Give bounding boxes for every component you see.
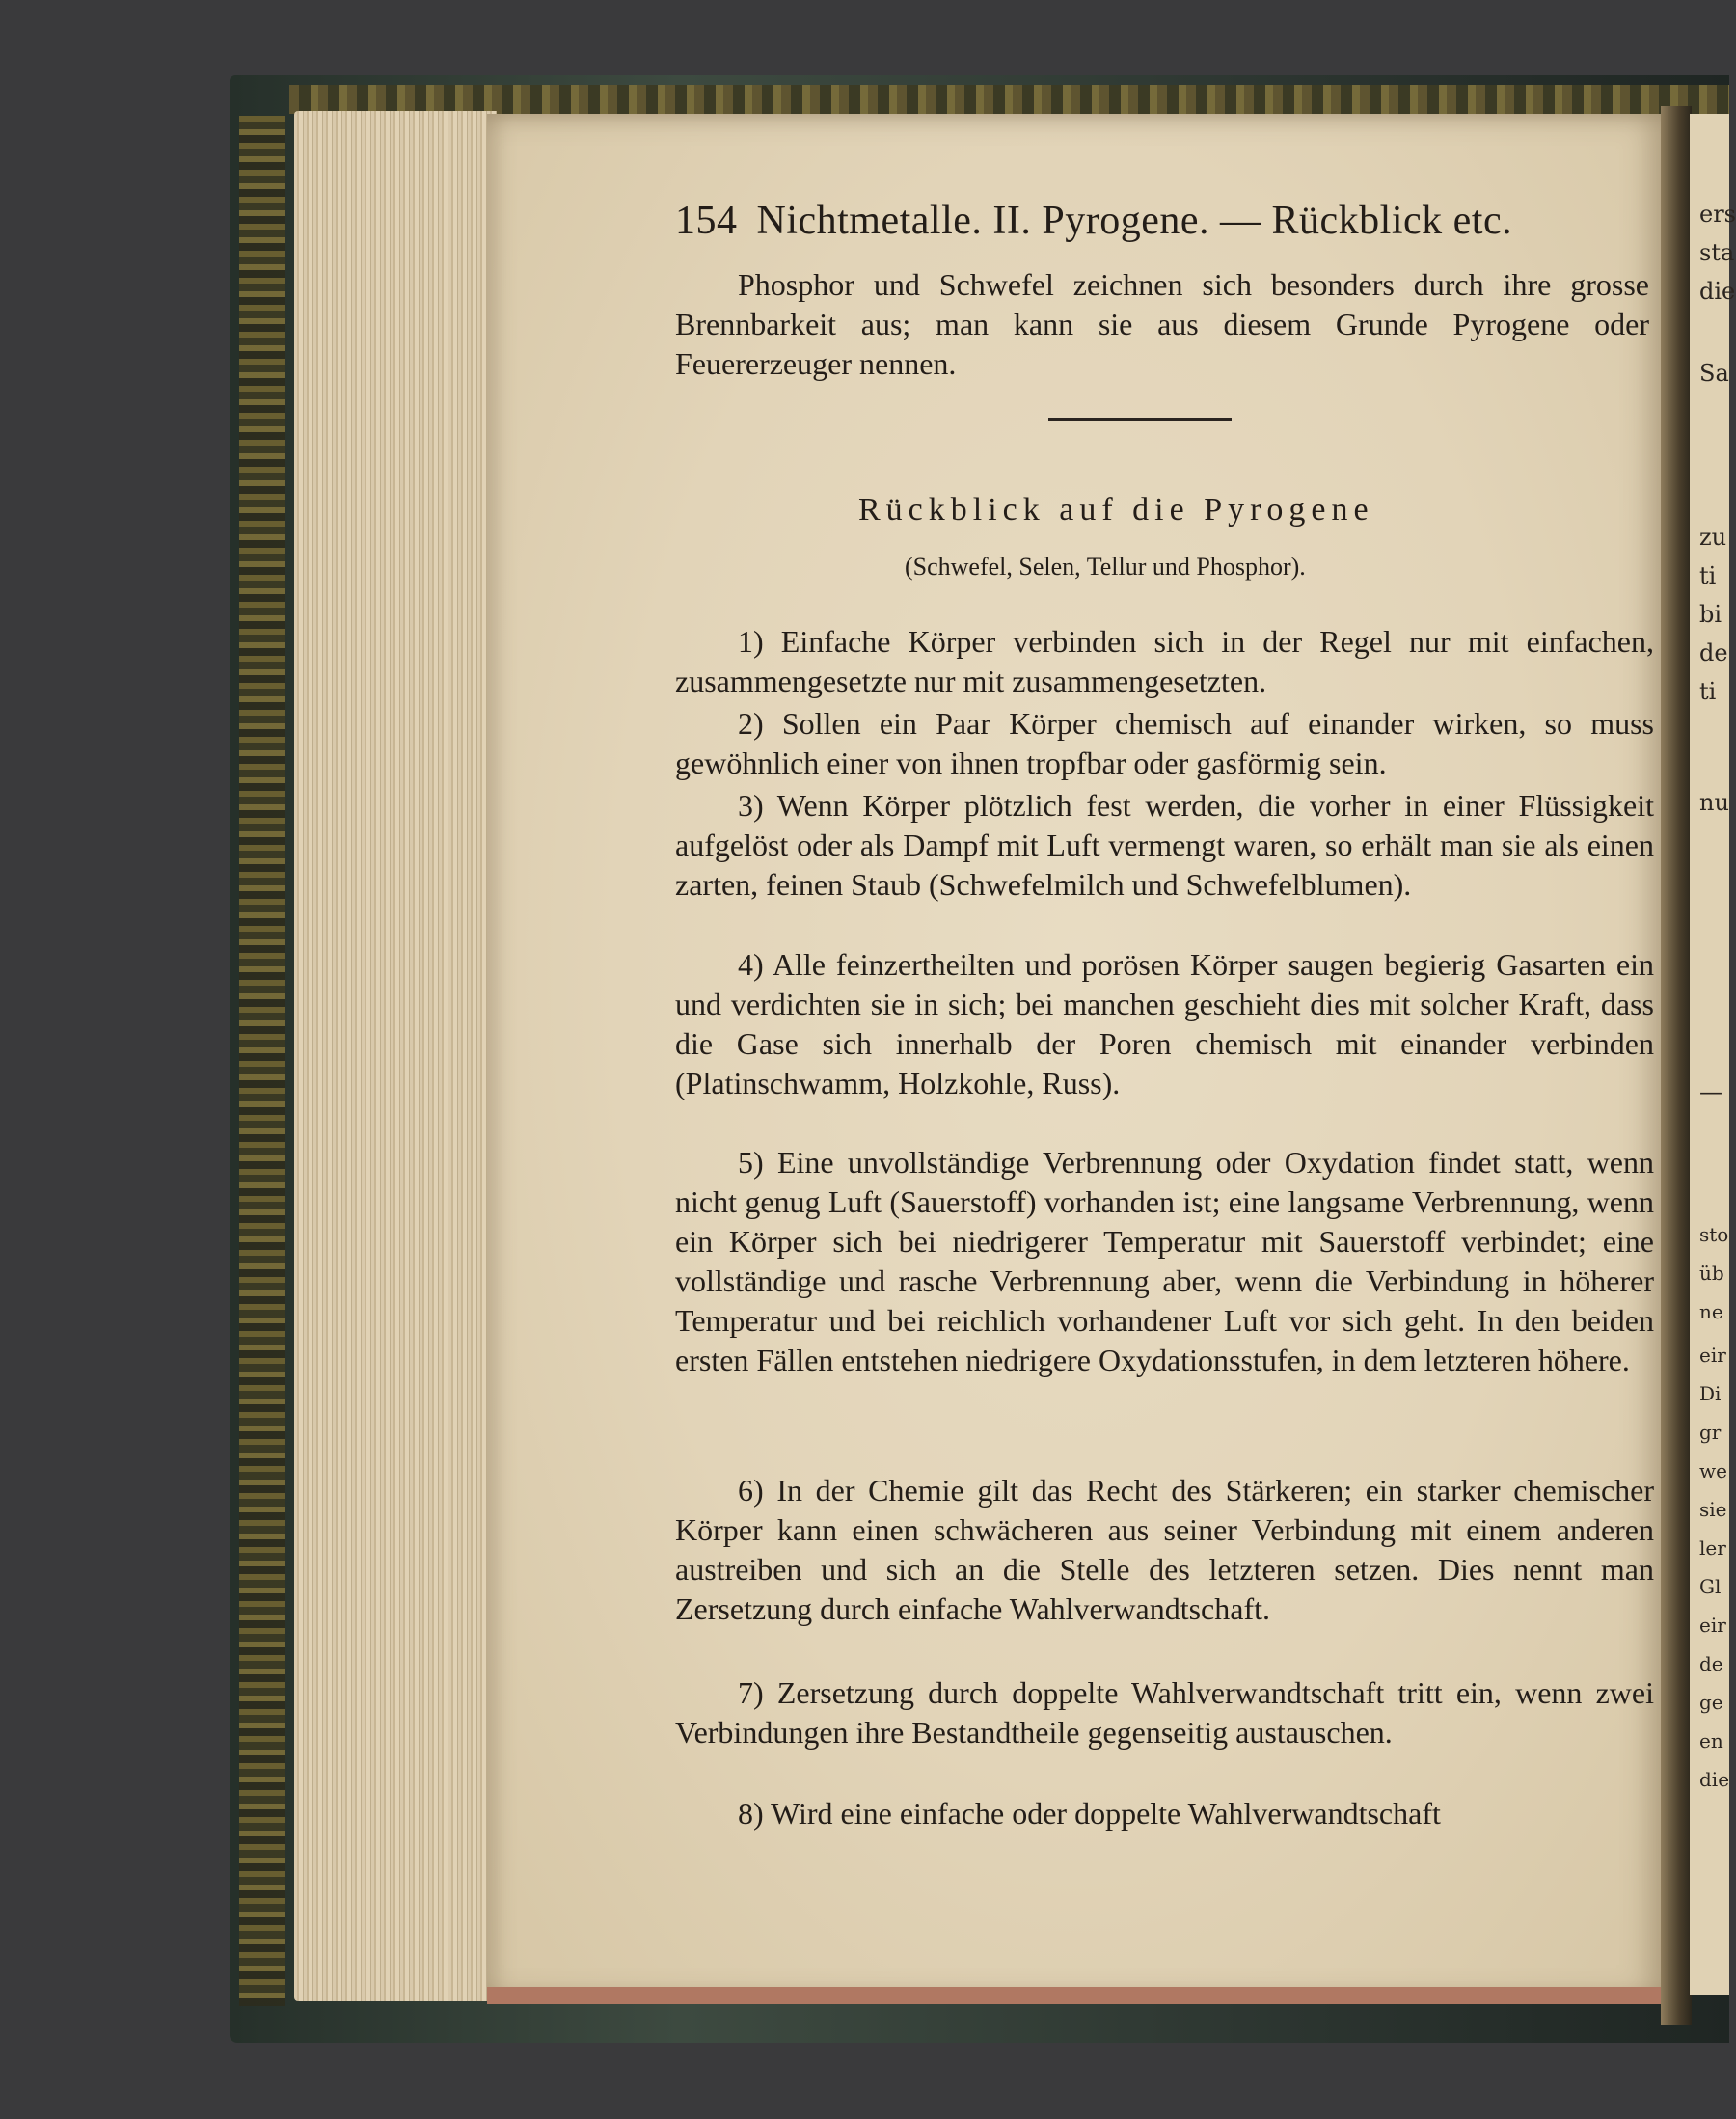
running-head-title: Nichtmetalle. II. Pyrogene. — Rückblick etc. [756,199,1513,243]
next-page-fragment: ler [1699,1536,1726,1560]
intro-paragraph: Phosphor und Schwefel zeichnen sich besonders durch ihre grosse Brennbarkeit aus; man kann sie aus diesem Grunde Pyrogene oder Feuererzeuger nennen. [675,267,1649,381]
section-divider [1048,418,1232,421]
next-page-fragment: ers [1699,201,1736,228]
next-page-fragment: Di [1699,1382,1722,1405]
next-page-fragment: de [1699,1652,1723,1675]
next-page-fragment: Gl [1699,1575,1722,1598]
next-page-fragment: ti [1699,678,1717,705]
section-subtitle: (Schwefel, Selen, Tellur und Phosphor). [905,553,1306,581]
next-page-fragment: we [1699,1459,1727,1482]
next-page-fragment: eir [1699,1344,1726,1367]
next-page-fragment: die [1699,278,1736,305]
page-stack-edges [294,111,497,2001]
next-page-fragment: bi [1699,601,1722,628]
next-page-fragment: gr [1699,1421,1722,1444]
next-page-fragment: eir [1699,1614,1726,1637]
next-page-fragment: sta [1699,239,1735,266]
next-page-fragment: ti [1699,562,1717,589]
list-item: 1) Einfache Körper verbinden sich in der Regel nur mit einfachen, zusammengesetzte nur mit zusammengesetzten. [675,624,1654,698]
spine-decoration [239,116,285,2006]
next-page-fragment: üb [1699,1262,1724,1285]
page-number: 154 [675,199,738,243]
book-gutter [1661,106,1692,2025]
list-item: 2) Sollen ein Paar Körper chemisch auf einander wirken, so muss gewöhnlich einer von ihnen tropfbar oder gasförmig sein. [675,706,1654,780]
next-page-fragment: — [1699,1078,1722,1105]
list-item: 8) Wird eine einfache oder doppelte Wahlverwandtschaft [738,1796,1441,1831]
list-item: 5) Eine unvollständige Verbrennung oder Oxydation findet statt, wenn nicht genug Luft (Sauerstoff) vorhanden ist; eine langsame Verbrennung, wenn ein Körper sich bei niedrigerer Temperatur mit Sauerstoff verbindet; eine vollständige und rasche Verbrennung aber, wenn die Verbindung in höherer Temperatur und bei reichlich vorhandener Luft vor sich geht. In den beiden ersten Fällen entstehen niedrigere Oxydationsstufen, in dem letzteren höhere. [675,1145,1654,1377]
next-page-partial [1690,114,1736,1995]
top-binding-band [289,85,1729,114]
next-page-fragment: sto [1699,1223,1729,1246]
next-page-fragment: Sa [1699,360,1729,387]
next-page-fragment: de [1699,639,1728,666]
page-bottom-edge [487,1987,1668,2004]
next-page-fragment: zu [1699,524,1727,551]
next-page-fragment: sie [1699,1498,1727,1521]
running-head [675,198,1582,244]
list-item: 6) In der Chemie gilt das Recht des Stärkeren; ein starker chemischer Körper kann einen schwächeren aus seiner Verbindung mit einem anderen austreiben und sich an die Stelle des letzteren setzen. Dies nennt man Zersetzung durch einfache Wahlverwandtschaft. [675,1473,1654,1626]
list-item: 4) Alle feinzertheilten und porösen Körper saugen begierig Gasarten ein und verdichten sie in sich; bei manchen geschieht dies mit solcher Kraft, dass die Gase sich innerhalb der Poren chemisch mit einander verbinden (Platinschwamm, Holzkohle, Russ). [675,947,1654,1100]
next-page-fragment: ge [1699,1691,1723,1714]
next-page-fragment: nu [1699,789,1729,816]
list-item: 7) Zersetzung durch doppelte Wahlverwandtschaft tritt ein, wenn zwei Verbindungen ihre Bestandtheile gegenseitig austauschen. [675,1675,1654,1750]
list-item: 3) Wenn Körper plötzlich fest werden, die vorher in einer Flüssigkeit aufgelöst oder als Dampf mit Luft vermengt waren, so erhält man sie als einen zarten, feinen Staub (Schwefelmilch und Schwefelblumen). [675,788,1654,902]
section-title: Rückblick auf die Pyrogene [858,492,1374,528]
next-page-fragment: ne [1699,1300,1723,1323]
next-page-fragment: en [1699,1729,1723,1752]
next-page-fragment: die [1699,1768,1730,1791]
